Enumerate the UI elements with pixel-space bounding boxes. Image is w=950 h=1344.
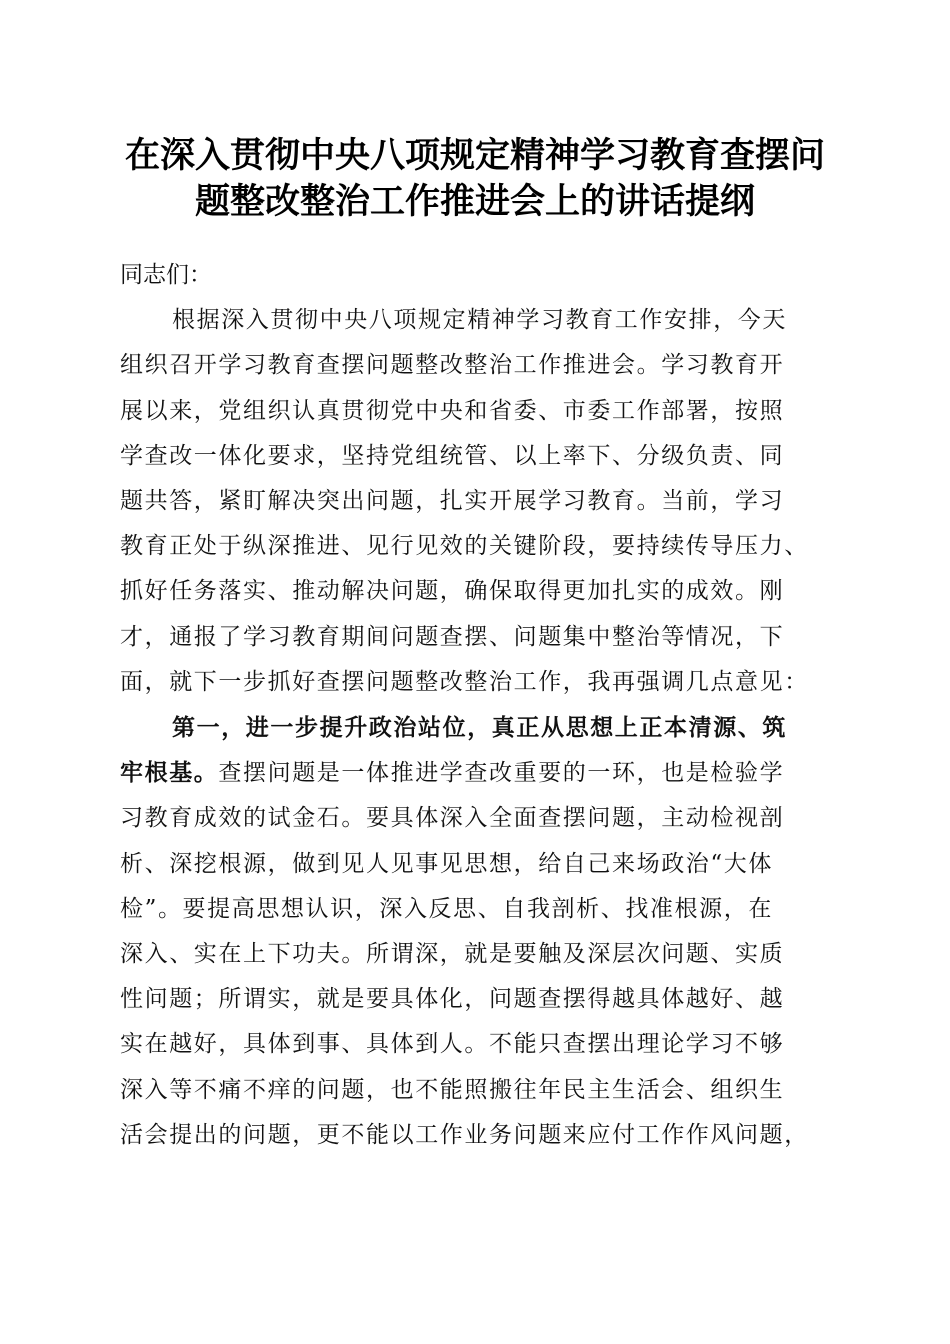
paragraph-line: 题共答，紧盯解决突出问题，扎实开展学习教育。当前，学习 [120, 488, 785, 515]
document-body [120, 253, 840, 1158]
paragraph-line: 习教育成效的试金石。要具体深入全面查摆问题，主动检视剖 [120, 805, 785, 832]
paragraph-line: 展以来，党组织认真贯彻党中央和省委、市委工作部署，按照 [120, 397, 785, 424]
point-1-heading: 第一，进一步提升政治站位，真正从思想上正本清源、筑 [172, 714, 787, 742]
paragraph-line: 实在越好，具体到事、具体到人。不能只查摆出理论学习不够 [120, 1031, 785, 1058]
paragraph-line: 深入、实在上下功夫。所谓深，就是要触及深层次问题、实质 [120, 941, 785, 968]
paragraph-line: 根据深入贯彻中央八项规定精神学习教育工作安排，今天 [172, 307, 787, 334]
greeting: 同志们： [120, 262, 212, 288]
paragraph-line: 学查改一体化要求，坚持党组统管、以上率下、分级负责、同 [120, 442, 785, 469]
paragraph-line: 才，通报了学习教育期间问题查摆、问题集中整治等情况，下 [120, 623, 785, 650]
paragraph-line: 组织召开学习教育查摆问题整改整治工作推进会。学习教育开 [120, 352, 785, 379]
paragraph-line [120, 750, 840, 796]
paragraph-line: 面，就下一步抓好查摆问题整改整治工作，我再强调几点意见： [120, 668, 809, 695]
point-1-text: 查摆问题是一体推进学查改重要的一环，也是检验学 [218, 760, 785, 787]
paragraph-line: 检”。要提高思想认识，深入反思、自我剖析、找准根源，在 [120, 895, 773, 922]
point-1-heading-end: 牢根基。 [120, 759, 219, 787]
paragraph-line: 性问题；所谓实，就是要具体化，问题查摆得越具体越好、越 [120, 986, 785, 1013]
point-1-paragraph [120, 705, 840, 1158]
paragraph-line: 析、深挖根源，做到见人见事见思想，给自己来场政治“大体 [120, 850, 773, 877]
paragraph-line: 教育正处于纵深推进、见行见效的关键阶段，要持续传导压力、 [120, 533, 809, 560]
paragraph-line: 深入等不痛不痒的问题，也不能照搬往年民主生活会、组织生 [120, 1076, 785, 1103]
paragraph-line: 活会提出的问题，更不能以工作业务问题来应付工作作风问题， [120, 1121, 809, 1148]
title-line-2: 题整改整治工作推进会上的讲话提纲 [194, 182, 755, 222]
paragraph-1 [120, 298, 840, 705]
paragraph-line: 抓好任务落实、推动解决问题，确保取得更加扎实的成效。刚 [120, 578, 785, 605]
title-line-1: 在深入贯彻中央八项规定精神学习教育查摆问 [124, 136, 825, 176]
document-title [100, 133, 850, 225]
